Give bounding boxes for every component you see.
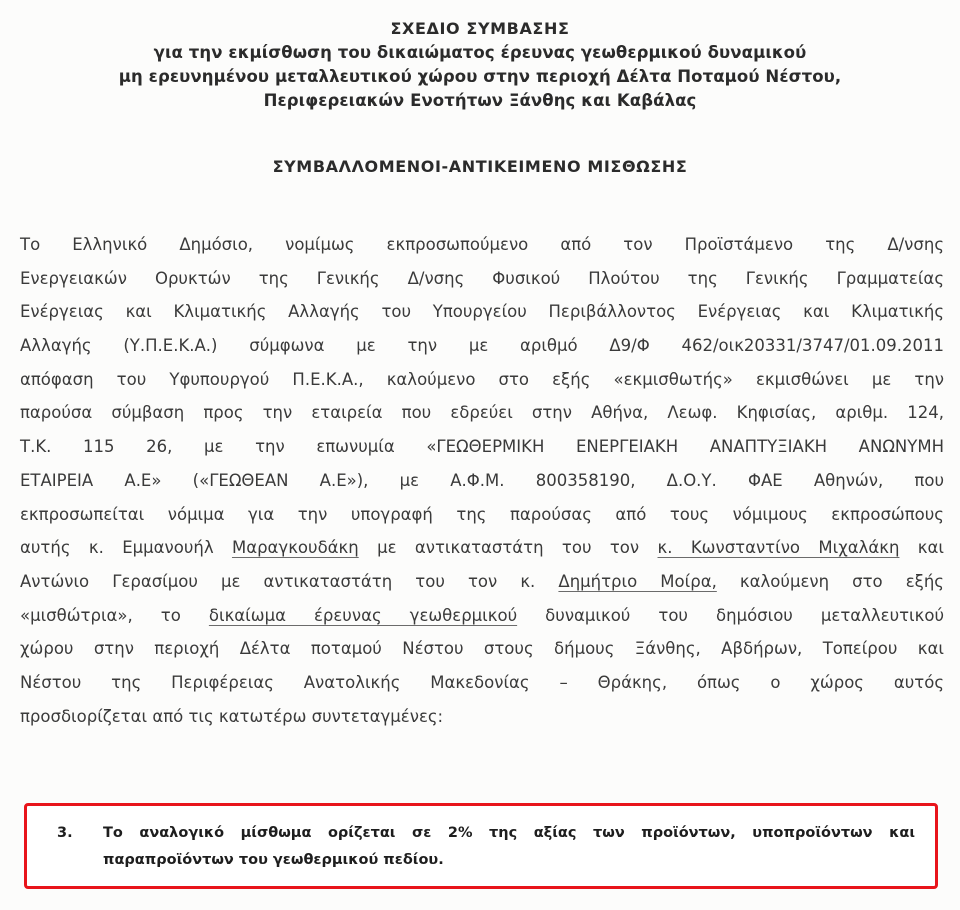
body-line: Τ.Κ. 115 26, με την επωνυμία «ΓΕΩΘΕΡΜΙΚΗ ΕΝΕΡΓΕΙΑΚΗ ΑΝΑΠΤΥΞΙΑΚΗ ΑΝΩΝΥΜΗ — [20, 437, 944, 457]
body-line: Ενεργειακών Ορυκτών της Γενικής Δ/νσης Φυσικού Πλούτου της Γενικής Γραμματείας — [20, 268, 944, 288]
body-line: ΕΤΑΙΡΕΙΑ Α.Ε» («ΓΕΩΘΕΑΝ Α.Ε»), με Α.Φ.Μ. 800358190, Δ.Ο.Υ. ΦΑΕ Αθηνών, που — [20, 470, 944, 490]
body-line: Αλλαγής (Υ.Π.Ε.Κ.Α.) σύμφωνα με την με αριθμό Δ9/Φ 462/οικ20331/3747/01.09.2011 — [20, 336, 944, 356]
clause-line-1 — [57, 820, 915, 847]
body-paragraph — [20, 228, 944, 733]
body-line: παρούσα σύμβαση προς την εταιρεία που εδρεύει στην Αθήνα, Λεωφ. Κηφισίας, αριθμ. 124, — [20, 403, 944, 423]
body-line: εκπροσωπείται νόμιμα για την υπογραφή της παρούσας από τους νόμιμους εκπροσώπους — [20, 504, 944, 524]
title-subtitle-line-2: μη ερευνημένου μεταλλευτικού χώρου στην περιοχή Δέλτα Ποταμού Νέστου, — [118, 67, 842, 86]
underlined-text: Μαραγκουδάκη — [231, 538, 359, 558]
body-line: προσδιορίζεται από τις κατωτέρω συντεταγμένες: — [20, 706, 444, 726]
section-heading: ΣΥΜΒΑΛΛΟΜΕΝΟΙ-ΑΝΤΙΚΕΙΜΕΝΟ ΜΙΣΘΩΣΗΣ — [272, 157, 688, 176]
highlighted-clause-box — [24, 803, 938, 889]
title-subtitle-line-3: Περιφερειακών Ενοτήτων Ξάνθης και Καβάλας — [263, 91, 697, 110]
title-main: ΣΧΕΔΙΟ ΣΥΜΒΑΣΗΣ — [390, 19, 570, 38]
body-line: Νέστου της Περιφέρειας Ανατολικής Μακεδονίας – Θράκης, όπως ο χώρος αυτός — [20, 672, 944, 692]
clause-number: 3. — [57, 825, 73, 841]
body-line: χώρου στην περιοχή Δέλτα ποταμού Νέστου στους δήμους Ξάνθης, Αβδήρων, Τοπείρου και — [20, 639, 944, 659]
body-line-underlined: Αντώνιο Γερασίμου με αντικαταστάτη του τον κ. Δημήτριο Μοίρα, καλούμενη στο εξής — [20, 571, 944, 591]
underlined-text: Δημήτριο Μοίρα, — [558, 571, 717, 591]
clause-3 — [57, 820, 915, 874]
clause-text-line-1: Το αναλογικό μίσθωμα ορίζεται σε 2% της αξίας των προϊόντων, υποπροϊόντων και — [103, 825, 915, 841]
body-line-underlined: αυτής κ. Εμμανουήλ Μαραγκουδάκη με αντικαταστάτη του τον κ. Κωνσταντίνο Μιχαλάκη και — [20, 538, 944, 558]
underlined-text: δικαίωμα έρευνας γεωθερμικού — [208, 605, 518, 625]
title-subtitle-line-1: για την εκμίσθωση του δικαιώματος έρευνας γεωθερμικού δυναμικού — [153, 43, 807, 62]
body-line: απόφαση του Υφυπουργού Π.Ε.Κ.Α., καλούμενο στο εξής «εκμισθωτής» εκμισθώνει με την — [20, 369, 944, 389]
underlined-text: κ. Κωνσταντίνο Μιχαλάκη — [657, 538, 900, 558]
body-line-underlined: «μισθώτρια», το δικαίωμα έρευνας γεωθερμικού δυναμικού του δημόσιου μεταλλευτικού — [20, 605, 945, 625]
body-line: Το Ελληνικό Δημόσιο, νομίμως εκπροσωπούμενο από τον Προϊστάμενο της Δ/νσης — [20, 235, 944, 254]
clause-text-line-2: παραπροϊόντων του γεωθερμικού πεδίου. — [103, 852, 444, 868]
document-title — [0, 17, 960, 113]
body-line: Ενέργειας και Κλιματικής Αλλαγής του Υπουργείου Περιβάλλοντος Ενέργειας και Κλιματικής — [20, 302, 944, 322]
